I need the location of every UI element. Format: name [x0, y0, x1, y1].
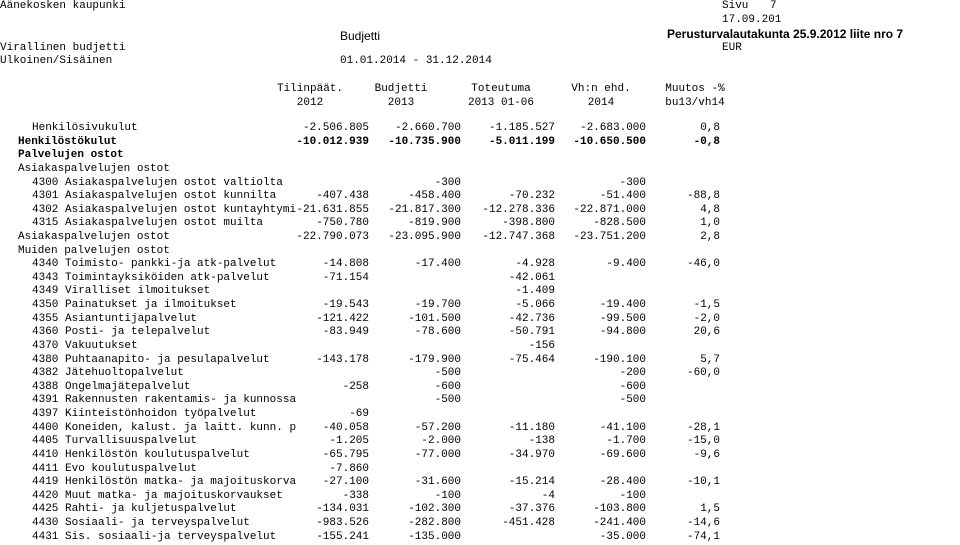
row-value: -2.660.700 [394, 122, 461, 134]
column-header-sub: bu13/vh14 [665, 97, 725, 109]
row-value: -2,0 [693, 312, 720, 325]
row-value: -338 [342, 489, 369, 502]
row-label: 4420 Muut matka- ja majoituskorvaukset [32, 489, 283, 502]
row-value: -83.949 [322, 326, 369, 339]
column-header-label: Muutos -% [665, 83, 725, 95]
row-value: -42.736 [508, 312, 555, 325]
column-header-sub: 2014 [587, 97, 615, 109]
row-label: 4411 Evo koulutuspalvelut [32, 462, 198, 475]
row-value: -300 [619, 176, 646, 189]
committee-note: Perusturvalautakunta 25.9.2012 liite nro 7 [667, 27, 904, 41]
row-value: -12.747.368 [482, 231, 555, 243]
row-value: -407.438 [316, 190, 369, 203]
table-row [0, 313, 960, 326]
row-value: -74,1 [686, 530, 720, 543]
page-label: Sivu [722, 0, 749, 12]
row-value: -983.526 [316, 517, 369, 529]
row-value: -10.012.939 [296, 135, 369, 148]
row-value: -9,6 [693, 448, 720, 461]
table-row [0, 231, 960, 244]
row-value: 0,8 [700, 122, 720, 134]
row-label: 4397 Kiinteistönhoidon työpalvelut [32, 408, 257, 420]
column-header-sub: 2013 [387, 97, 415, 109]
row-value: -135.000 [408, 530, 461, 543]
row-value: 2,8 [700, 231, 720, 243]
table-row [0, 517, 960, 530]
row-label: 4410 Henkilöstön koulutuspalvelut [32, 448, 250, 461]
row-value: -143.178 [316, 353, 369, 366]
table-row [0, 190, 960, 203]
table-row [0, 476, 960, 489]
row-label: Henkilösivukulut [32, 122, 138, 134]
table-row [0, 394, 960, 407]
row-value: -5.066 [515, 299, 555, 312]
table-row [0, 354, 960, 367]
row-value: -4 [541, 489, 555, 502]
row-label: 4350 Painatukset ja ilmoitukset [32, 299, 237, 312]
row-value: -69.600 [599, 448, 646, 461]
row-value: -23.095.900 [388, 231, 461, 243]
column-header-sub: 2012 [296, 97, 324, 109]
row-value: -190.100 [593, 353, 646, 366]
table-row [0, 149, 960, 162]
row-value: 5,7 [700, 353, 720, 366]
row-value: -156 [528, 339, 555, 352]
row-value: -1.700 [606, 435, 646, 448]
row-value: -22.871.000 [573, 203, 646, 216]
row-label: 4391 Rakennusten rakentamis- ja kunnossa [32, 394, 297, 407]
row-value: 4,8 [700, 203, 720, 216]
row-value: -179.900 [408, 353, 461, 366]
row-label: Muiden palvelujen ostot [18, 244, 170, 257]
row-value: -19.400 [599, 299, 646, 312]
row-value: -21.817.300 [388, 203, 461, 216]
row-value: -42.061 [508, 271, 555, 284]
row-value: -102.300 [408, 503, 461, 516]
table-row [0, 490, 960, 503]
row-value: -23.751.200 [573, 231, 646, 243]
row-value: -100 [434, 489, 461, 502]
row-value: -28,1 [686, 421, 720, 434]
row-value: -828.500 [593, 217, 646, 230]
row-value: -4.928 [515, 258, 555, 271]
row-value: -241.400 [593, 517, 646, 529]
row-label: 4301 Asiakaspalvelujen ostot kunnilta [32, 190, 277, 203]
row-value: -750.780 [316, 217, 369, 230]
row-value: 20,6 [693, 326, 720, 339]
row-label: 4425 Rahti- ja kuljetuspalvelut [32, 503, 237, 516]
table-row [0, 326, 960, 339]
table-row [0, 340, 960, 353]
row-value: -10.735.900 [388, 135, 461, 148]
row-value: -88,8 [686, 190, 720, 203]
row-value: -500 [434, 394, 461, 407]
table-row [0, 122, 960, 135]
row-value: -57.200 [414, 421, 461, 434]
row-value: -2.000 [421, 435, 461, 448]
row-label: 4430 Sosiaali- ja terveyspalvelut [32, 517, 250, 529]
row-label: 4340 Toimisto- pankki-ja atk-palvelut [32, 258, 277, 271]
row-value: -7.860 [329, 462, 369, 475]
table-row [0, 531, 960, 544]
row-value: -77.000 [414, 448, 461, 461]
row-value: -1.185.527 [488, 122, 555, 134]
row-value: 1,5 [700, 503, 720, 516]
row-value: -2.506.805 [302, 122, 369, 134]
row-label: 4405 Turvallisuuspalvelut [32, 435, 198, 448]
row-label: 4302 Asiakaspalvelujen ostot kuntayhtymi [32, 203, 297, 216]
row-value: -69 [349, 408, 369, 420]
table-row [0, 163, 960, 176]
row-value: -500 [434, 367, 461, 380]
row-value: -398.800 [502, 217, 555, 230]
row-value: -22.790.073 [296, 231, 369, 243]
row-value: -78.600 [414, 326, 461, 339]
row-value: -70.232 [508, 190, 555, 203]
row-value: -458.400 [408, 190, 461, 203]
table-row [0, 285, 960, 298]
row-value: -50.791 [508, 326, 555, 339]
row-value: -71.154 [322, 271, 369, 284]
row-value: -28.400 [599, 476, 646, 489]
row-label: 4300 Asiakaspalvelujen ostot valtiolta [32, 176, 283, 189]
table-row [0, 204, 960, 217]
column-header-label: Vh:n ehd. [571, 83, 631, 95]
row-value: -35.000 [599, 530, 646, 543]
table-row [0, 299, 960, 312]
row-value: -14.808 [322, 258, 369, 271]
row-label: 4382 Jätehuoltopalvelut [32, 367, 184, 380]
row-label: Henkilöstökulut [18, 135, 118, 148]
row-label: Asiakaspalvelujen ostot [18, 231, 170, 243]
table-row [0, 435, 960, 448]
row-value: -99.500 [599, 312, 646, 325]
row-value: -10.650.500 [573, 135, 646, 148]
row-value: -2.683.000 [579, 122, 646, 134]
row-value: -19.700 [414, 299, 461, 312]
row-label: 4431 Sis. sosiaali-ja terveyspalvelut [32, 530, 277, 543]
row-label: 4355 Asiantuntijapalvelut [32, 312, 198, 325]
row-value: -15,0 [686, 435, 720, 448]
row-value: -100 [619, 489, 646, 502]
table-row [0, 217, 960, 230]
row-value: -27.100 [322, 476, 369, 489]
row-value: -65.795 [322, 448, 369, 461]
table-row [0, 136, 960, 149]
print-date: 17.09.201 [722, 14, 782, 26]
table-row [0, 258, 960, 271]
row-value: -19.543 [322, 299, 369, 312]
page-number: 7 [770, 0, 777, 12]
org-name: Äänekosken kaupunki [0, 0, 126, 12]
row-value: -94.800 [599, 326, 646, 339]
row-value: -1,5 [693, 299, 720, 312]
table-row [0, 408, 960, 421]
period: 01.01.2014 - 31.12.2014 [340, 55, 492, 67]
currency: EUR [722, 42, 742, 54]
row-value: -40.058 [322, 421, 369, 434]
row-value: -103.800 [593, 503, 646, 516]
row-label: 4370 Vakuutukset [32, 339, 138, 352]
row-value: -155.241 [316, 530, 369, 543]
row-value: -300 [434, 176, 461, 189]
row-value: -134.031 [316, 503, 369, 516]
row-value: -37.376 [508, 503, 555, 516]
row-label: 4343 Toimintayksiköiden atk-palvelut [32, 271, 270, 284]
row-label: Palvelujen ostot [18, 149, 124, 162]
row-value: -0,8 [693, 135, 720, 148]
row-value: -500 [619, 394, 646, 407]
row-value: -138 [528, 435, 555, 448]
row-label: 4419 Henkilöstön matka- ja majoituskorva [32, 476, 297, 489]
table-row [0, 463, 960, 476]
table-row [0, 272, 960, 285]
row-label: 4380 Puhtaanapito- ja pesulapalvelut [32, 353, 270, 366]
row-value: -200 [619, 367, 646, 380]
scope: Ulkoinen/Sisäinen [0, 55, 113, 67]
row-value: -17.400 [414, 258, 461, 271]
row-value: -600 [619, 380, 646, 393]
row-value: -9.400 [606, 258, 646, 271]
row-value: -258 [342, 380, 369, 393]
row-value: -51.400 [599, 190, 646, 203]
table-row [0, 177, 960, 190]
table-row [0, 449, 960, 462]
table-row [0, 245, 960, 258]
budget-kind: Virallinen budjetti [0, 42, 126, 54]
table-row [0, 503, 960, 516]
row-value: -451.428 [502, 517, 555, 529]
column-header-label: Toteutuma [471, 83, 531, 95]
row-value: -60,0 [686, 367, 720, 380]
row-value: -1.205 [329, 435, 369, 448]
row-label: Asiakaspalvelujen ostot [18, 162, 170, 175]
row-value: -819.900 [408, 217, 461, 230]
row-label: 4400 Koneiden, kalust. ja laitt. kunn. p [32, 421, 297, 434]
row-value: -15.214 [508, 476, 555, 489]
column-header-label: Tilinpäät. [276, 83, 343, 95]
row-value: -101.500 [408, 312, 461, 325]
row-value: -21.631.855 [296, 203, 369, 216]
row-value: -11.180 [508, 421, 555, 434]
row-value: -121.422 [316, 312, 369, 325]
row-value: -10,1 [686, 476, 720, 489]
row-value: -1.409 [515, 285, 555, 298]
row-value: -282.800 [408, 517, 461, 529]
row-value: -75.464 [508, 353, 555, 366]
row-value: -31.600 [414, 476, 461, 489]
row-value: -41.100 [599, 421, 646, 434]
table-row [0, 367, 960, 380]
table-row [0, 381, 960, 394]
table-row [0, 422, 960, 435]
row-value: -14,6 [686, 517, 720, 529]
row-value: -600 [434, 380, 461, 393]
row-value: 1,0 [700, 217, 720, 230]
row-label: 4388 Ongelmajätepalvelut [32, 380, 191, 393]
column-header-label: Budjetti [374, 83, 428, 95]
row-value: -5.011.199 [488, 135, 555, 148]
doc-type: Budjetti [340, 29, 381, 43]
row-label: 4315 Asiakaspalvelujen ostot muilta [32, 217, 264, 230]
row-label: 4360 Posti- ja telepalvelut [32, 326, 211, 339]
row-value: -12.278.336 [482, 203, 555, 216]
row-value: -34.970 [508, 448, 555, 461]
row-label: 4349 Viralliset ilmoitukset [32, 285, 211, 298]
column-header-sub: 2013 01-06 [467, 97, 534, 109]
row-value: -46,0 [686, 258, 720, 271]
